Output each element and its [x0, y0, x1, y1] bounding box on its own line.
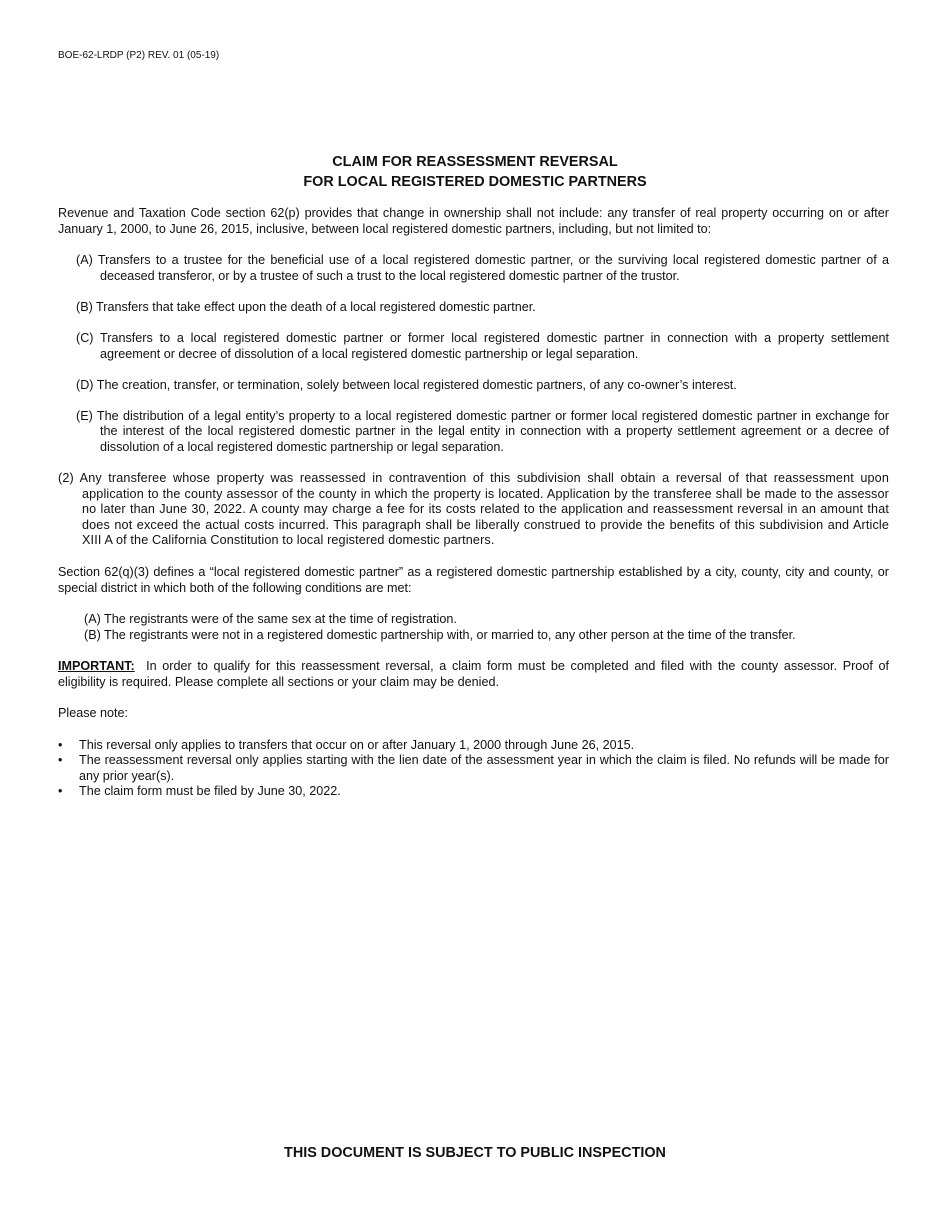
bullet-icon: •: [58, 753, 63, 768]
bullet-icon: •: [58, 784, 63, 799]
bullet-text: The reassessment reversal only applies starting with the lien date of the assessment year in which the claim is filed. No refunds will be made for any prior year(s).: [79, 753, 889, 783]
form-code: BOE-62-LRDP (P2) REV. 01 (05-19): [58, 50, 220, 61]
sub-item-d: (D) The creation, transfer, or termination, solely between local registered domestic partners, of any co-owner’s interest.: [76, 377, 737, 392]
sub-item-e: (E) The distribution of a legal entity’s property to a local registered domestic partner or former local registered domestic partner in exchange for the interest of the local registered domestic partner in the legal entity in connection with a property settlement agreement or a decree of dissolution of a local registered domestic partnership or legal separation.: [76, 408, 889, 454]
section-definition: Section 62(q)(3) defines a “local registered domestic partner” as a registered domestic partnership established by a city, county, city and county, or special district in which both of the following conditions are met:: [58, 565, 889, 595]
title-line-1: CLAIM FOR REASSESSMENT REVERSAL: [332, 154, 618, 170]
title-line-2: FOR LOCAL REGISTERED DOMESTIC PARTNERS: [303, 173, 647, 190]
condition-a: (A) The registrants were of the same sex at the time of registration.: [84, 612, 457, 627]
bullet-text: The claim form must be filed by June 30, 2022.: [79, 784, 341, 799]
bullet-text: This reversal only applies to transfers that occur on or after January 1, 2000 through June 26, 2015.: [79, 737, 635, 752]
please-note-label: Please note:: [58, 706, 129, 721]
list-item: [58, 753, 889, 784]
important-notice: [58, 659, 889, 690]
condition-b: (B) The registrants were not in a registered domestic partnership with, or married to, any other person at the time of the transfer.: [84, 627, 796, 642]
important-text: In order to qualify for this reassessment reversal, a claim form must be completed and filed with the county assessor. Proof of eligibility is required. Please complete all sections or your claim may be denied.: [58, 659, 889, 689]
sub-item-b: (B) Transfers that take effect upon the death of a local registered domestic partner.: [76, 299, 536, 314]
paragraph-2: (2) Any transferee whose property was reassessed in contravention of this subdivision shall obtain a reversal of that reassessment upon application to the county assessor of the county in which the property is located. Application by the transferee shall be made to the assessor no later than June 30, 2022. A county may charge a fee for its costs related to the application and reassessment reversal in an amount that does not exceed the actual costs incurred. This paragraph shall be liberally construed to provide the benefits of this subdivision and Article XIII A of the California Constitution to local registered domestic partners.: [58, 471, 889, 548]
list-item: [58, 784, 889, 800]
intro-paragraph: Revenue and Taxation Code section 62(p) provides that change in ownership shall not include: any transfer of real property occurring on or after January 1, 2000, to June 26, 2015, inclusive, between local registered domestic partners, including, but not limited to:: [58, 206, 889, 236]
public-inspection-footer: THIS DOCUMENT IS SUBJECT TO PUBLIC INSPECTION: [284, 1145, 666, 1161]
notes-list: [58, 738, 889, 800]
sub-item-a: (A) Transfers to a trustee for the beneficial use of a local registered domestic partner, or the surviving local registered domestic partner of a deceased transferor, or by a trustee of such a trust to the local registered domestic partner of the trustor.: [76, 253, 889, 283]
sub-item-c: (C) Transfers to a local registered domestic partner or former local registered domestic partner in connection with a property settlement agreement or decree of dissolution of a local registered domestic partnership or legal separation.: [76, 330, 889, 361]
document-title: [0, 153, 950, 192]
bullet-icon: •: [58, 737, 63, 752]
conditions-list: [58, 612, 889, 643]
document-body: [58, 206, 889, 800]
important-label: IMPORTANT:: [58, 659, 135, 674]
list-item: [58, 738, 889, 754]
